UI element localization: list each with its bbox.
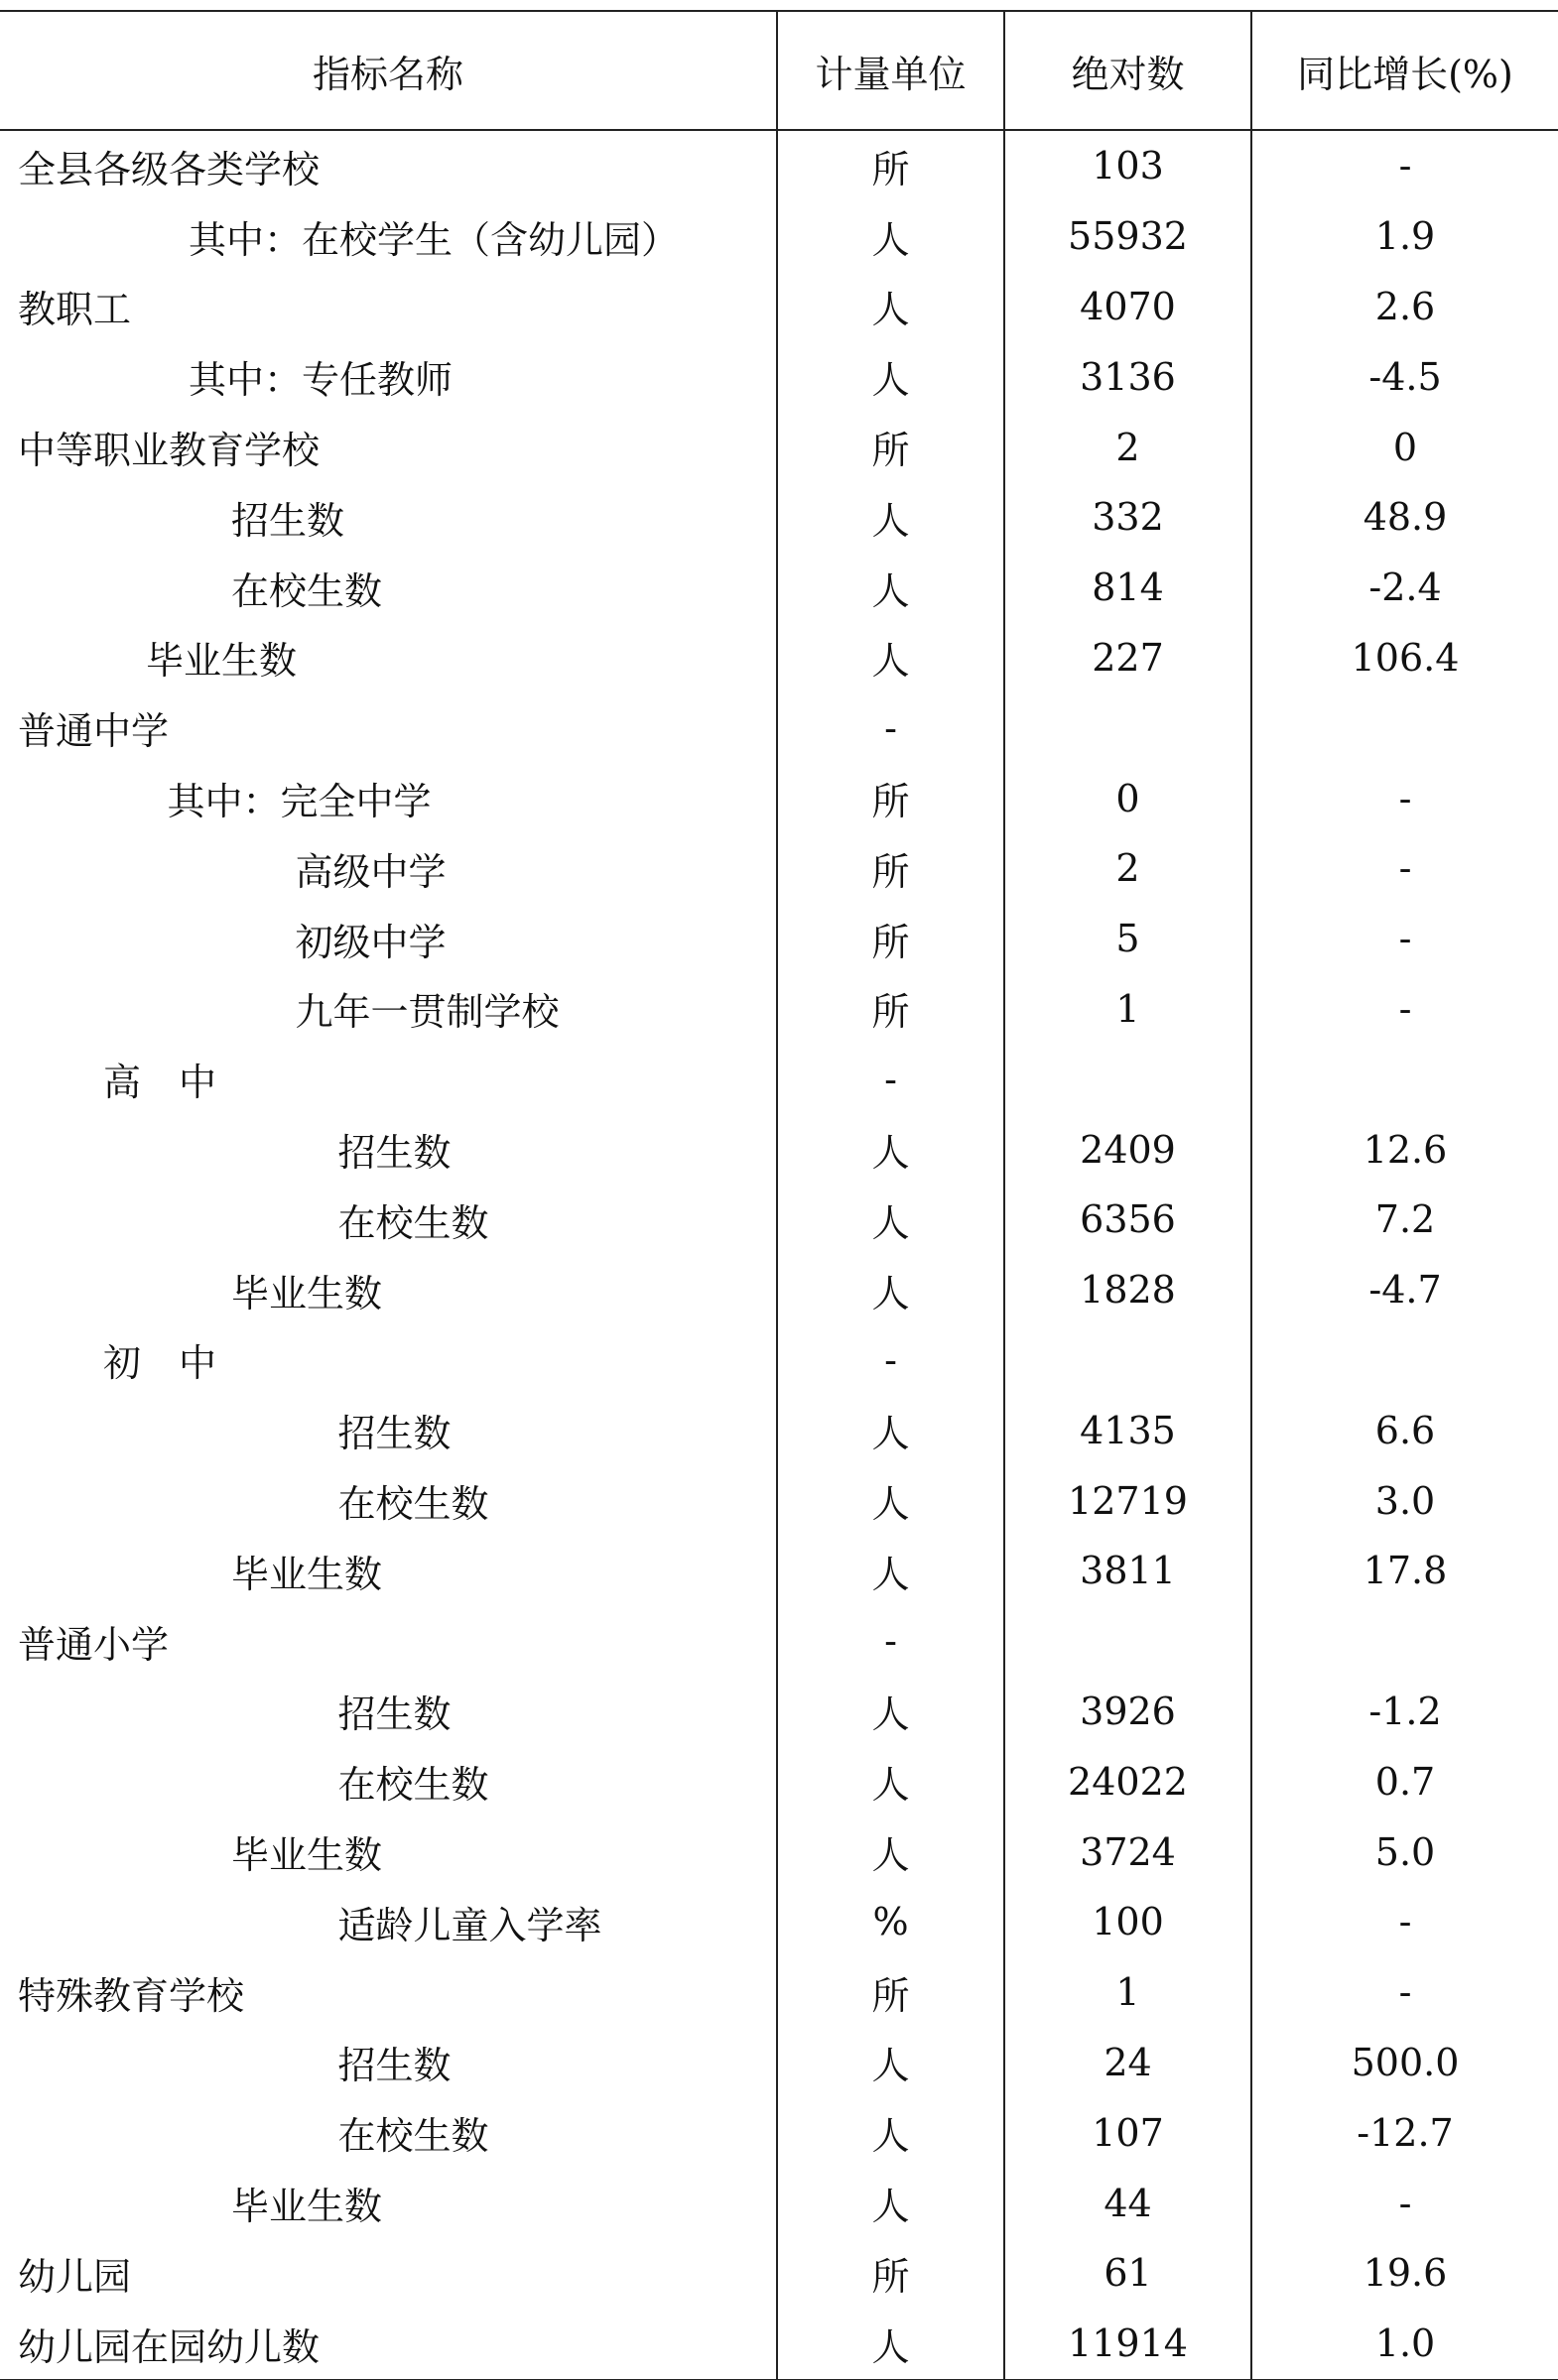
row-absolute-value: 11914 — [1004, 2309, 1251, 2379]
table-row — [0, 1606, 1558, 1677]
row-unit: 所 — [777, 130, 1004, 201]
row-yoy-growth: 1.0 — [1251, 2309, 1558, 2379]
row-unit: 人 — [777, 1185, 1004, 1255]
row-absolute-value: 3724 — [1004, 1816, 1251, 1887]
row-absolute-value — [1004, 1325, 1251, 1396]
row-indicator-name: 中等职业教育学校 — [0, 412, 777, 482]
table-row — [0, 2309, 1558, 2379]
row-yoy-growth: 106.4 — [1351, 635, 1460, 680]
table-row — [0, 272, 1558, 342]
row-yoy-growth: 5.0 — [1374, 1829, 1436, 1874]
row-absolute-value — [1004, 692, 1251, 763]
row-indicator-name: 幼儿园在园幼儿数 — [0, 2309, 777, 2379]
table-row — [0, 974, 1558, 1045]
row-indicator-name: 其中：完全中学 — [0, 763, 777, 833]
row-absolute-value: 5 — [1004, 904, 1251, 974]
table-row — [0, 1746, 1558, 1816]
table-row — [0, 1185, 1558, 1255]
row-unit: 人 — [777, 2168, 1004, 2238]
table-row — [0, 1465, 1558, 1536]
row-unit: % — [777, 1887, 1004, 1957]
row-unit: - — [777, 692, 1004, 763]
row-unit: 所 — [777, 412, 1004, 482]
row-indicator-name: 教职工 — [0, 272, 777, 342]
table-row — [0, 553, 1558, 623]
row-absolute-value: 2 — [1004, 412, 1251, 482]
row-indicator-name: 特殊教育学校 — [0, 1957, 777, 2028]
row-indicator-name: 其中：在校学生（含幼儿园） — [0, 201, 777, 272]
table-row — [0, 2168, 1558, 2238]
table-row — [0, 1677, 1558, 1747]
row-indicator-name: 招生数 — [0, 1677, 777, 1747]
table-row — [0, 1395, 1558, 1465]
row-indicator-name: 在校生数 — [0, 2097, 777, 2168]
row-yoy-growth: 17.8 — [1363, 1549, 1448, 1593]
table-row — [0, 130, 1558, 201]
row-yoy-growth: 12.6 — [1363, 1127, 1448, 1172]
table-row — [0, 2028, 1558, 2098]
row-absolute-value: 4135 — [1004, 1395, 1251, 1465]
row-unit: - — [777, 1325, 1004, 1396]
row-absolute-value: 44 — [1004, 2168, 1251, 2238]
header-absolute-value: 绝对数 — [1004, 11, 1251, 130]
table-row — [0, 623, 1558, 693]
row-indicator-name: 初级中学 — [0, 904, 777, 974]
table-row — [0, 763, 1558, 833]
table-body — [0, 130, 1558, 2379]
table-row — [0, 1255, 1558, 1325]
row-absolute-value — [1004, 1606, 1251, 1677]
row-absolute-value: 6356 — [1004, 1185, 1251, 1255]
table-row — [0, 201, 1558, 272]
row-indicator-name: 高级中学 — [0, 833, 777, 904]
row-unit: - — [777, 1044, 1004, 1114]
table-row — [0, 2097, 1558, 2168]
row-unit: - — [777, 1606, 1004, 1677]
row-indicator-name: 全县各级各类学校 — [0, 130, 777, 201]
row-absolute-value: 3136 — [1004, 341, 1251, 412]
row-yoy-growth: 6.6 — [1374, 1408, 1436, 1452]
row-yoy-growth: - — [1398, 986, 1412, 1031]
row-unit: 人 — [777, 1816, 1004, 1887]
row-unit: 所 — [777, 763, 1004, 833]
row-absolute-value — [1004, 1044, 1251, 1114]
row-absolute-value: 1 — [1004, 974, 1251, 1045]
education-statistics-table — [0, 10, 1558, 2380]
row-absolute-value: 227 — [1004, 623, 1251, 693]
row-indicator-name: 招生数 — [0, 1395, 777, 1465]
row-absolute-value: 24 — [1004, 2028, 1251, 2098]
row-absolute-value: 814 — [1004, 553, 1251, 623]
table-row — [0, 341, 1558, 412]
row-yoy-growth: -4.7 — [1368, 1268, 1442, 1313]
row-absolute-value: 2 — [1004, 833, 1251, 904]
row-yoy-growth: 48.9 — [1363, 495, 1448, 540]
table-row — [0, 833, 1558, 904]
row-yoy-growth — [1251, 1325, 1558, 1396]
table-row — [0, 1114, 1558, 1185]
row-unit: 人 — [777, 1536, 1004, 1606]
row-absolute-value: 55932 — [1004, 201, 1251, 272]
table-row — [0, 2238, 1558, 2309]
row-yoy-growth — [1251, 1606, 1558, 1677]
row-indicator-name: 毕业生数 — [0, 2168, 777, 2238]
table-row — [0, 482, 1558, 553]
table-row — [0, 692, 1558, 763]
row-indicator-name: 招生数 — [0, 2028, 777, 2098]
row-absolute-value: 1 — [1004, 1957, 1251, 2028]
row-yoy-growth: 7.2 — [1374, 1197, 1436, 1242]
row-indicator-name: 九年一贯制学校 — [0, 974, 777, 1045]
row-indicator-name: 适龄儿童入学率 — [0, 1887, 777, 1957]
row-unit: 所 — [777, 833, 1004, 904]
header-yoy-growth: 同比增长(%) — [1251, 11, 1558, 130]
row-unit: 人 — [777, 482, 1004, 553]
row-unit: 人 — [777, 201, 1004, 272]
row-absolute-value: 1828 — [1004, 1255, 1251, 1325]
header-row — [0, 11, 1558, 130]
table-header — [0, 11, 1558, 130]
row-unit: 人 — [777, 1255, 1004, 1325]
row-unit: 人 — [777, 1465, 1004, 1536]
row-unit: 人 — [777, 272, 1004, 342]
row-unit: 所 — [777, 974, 1004, 1045]
row-indicator-name: 其中：专任教师 — [0, 341, 777, 412]
row-yoy-growth: 3.0 — [1374, 1478, 1436, 1523]
table-row — [0, 1816, 1558, 1887]
row-yoy-growth: 19.6 — [1363, 2251, 1448, 2296]
row-unit: 人 — [777, 1677, 1004, 1747]
row-indicator-name: 在校生数 — [0, 1185, 777, 1255]
row-absolute-value: 103 — [1004, 130, 1251, 201]
row-yoy-growth — [1251, 692, 1558, 763]
row-indicator-name: 在校生数 — [0, 1465, 777, 1536]
table-row — [0, 904, 1558, 974]
row-yoy-growth: 0 — [1392, 425, 1418, 469]
table-row — [0, 412, 1558, 482]
row-unit: 人 — [777, 623, 1004, 693]
row-indicator-name: 招生数 — [0, 1114, 777, 1185]
row-absolute-value: 332 — [1004, 482, 1251, 553]
row-unit: 人 — [777, 2028, 1004, 2098]
row-unit: 所 — [777, 2238, 1004, 2309]
row-yoy-growth: - — [1398, 776, 1412, 820]
row-indicator-name: 普通中学 — [0, 692, 777, 763]
row-yoy-growth: -12.7 — [1357, 2110, 1454, 2155]
row-unit: 人 — [777, 2309, 1004, 2379]
row-unit: 人 — [777, 1395, 1004, 1465]
table-row — [0, 1536, 1558, 1606]
row-yoy-growth: - — [1398, 917, 1412, 961]
row-indicator-name: 毕业生数 — [0, 1536, 777, 1606]
row-yoy-growth: 1.9 — [1374, 214, 1436, 259]
row-absolute-value: 3926 — [1004, 1677, 1251, 1747]
row-indicator-name: 毕业生数 — [0, 1255, 777, 1325]
row-unit: 所 — [777, 904, 1004, 974]
header-indicator-name: 指标名称 — [0, 11, 777, 130]
row-absolute-value: 2409 — [1004, 1114, 1251, 1185]
row-absolute-value: 3811 — [1004, 1536, 1251, 1606]
table-row — [0, 1044, 1558, 1114]
row-unit: 所 — [777, 1957, 1004, 2028]
row-yoy-growth — [1251, 1044, 1558, 1114]
row-indicator-name: 高 中 — [0, 1044, 777, 1114]
row-indicator-name: 毕业生数 — [0, 623, 777, 693]
row-yoy-growth: - — [1398, 144, 1412, 188]
row-yoy-growth: -4.5 — [1368, 354, 1442, 399]
row-yoy-growth: - — [1398, 1900, 1412, 1944]
header-unit: 计量单位 — [777, 11, 1004, 130]
row-yoy-growth: -2.4 — [1368, 565, 1442, 610]
row-unit: 人 — [777, 341, 1004, 412]
row-indicator-name: 在校生数 — [0, 1746, 777, 1816]
row-yoy-growth: 0.7 — [1374, 1759, 1436, 1804]
row-yoy-growth: -1.2 — [1368, 1689, 1442, 1733]
row-unit: 人 — [777, 1114, 1004, 1185]
row-unit: 人 — [777, 2097, 1004, 2168]
row-absolute-value: 4070 — [1004, 272, 1251, 342]
row-indicator-name: 招生数 — [0, 482, 777, 553]
row-yoy-growth: - — [1398, 1970, 1412, 2015]
row-yoy-growth: 500.0 — [1351, 2040, 1460, 2084]
table-row — [0, 1887, 1558, 1957]
table-row — [0, 1325, 1558, 1396]
row-absolute-value: 24022 — [1004, 1746, 1251, 1816]
row-indicator-name: 毕业生数 — [0, 1816, 777, 1887]
row-indicator-name: 普通小学 — [0, 1606, 777, 1677]
row-absolute-value: 12719 — [1004, 1465, 1251, 1536]
row-absolute-value: 0 — [1004, 763, 1251, 833]
row-absolute-value: 107 — [1004, 2097, 1251, 2168]
row-indicator-name: 幼儿园 — [0, 2238, 777, 2309]
row-indicator-name: 初 中 — [0, 1325, 777, 1396]
row-absolute-value: 100 — [1004, 1887, 1251, 1957]
row-yoy-growth: 2.6 — [1374, 284, 1436, 328]
table-row — [0, 1957, 1558, 2028]
row-yoy-growth: - — [1398, 2181, 1412, 2225]
row-absolute-value: 61 — [1004, 2238, 1251, 2309]
row-unit: 人 — [777, 1746, 1004, 1816]
row-unit: 人 — [777, 553, 1004, 623]
row-yoy-growth: - — [1398, 846, 1412, 891]
row-indicator-name: 在校生数 — [0, 553, 777, 623]
